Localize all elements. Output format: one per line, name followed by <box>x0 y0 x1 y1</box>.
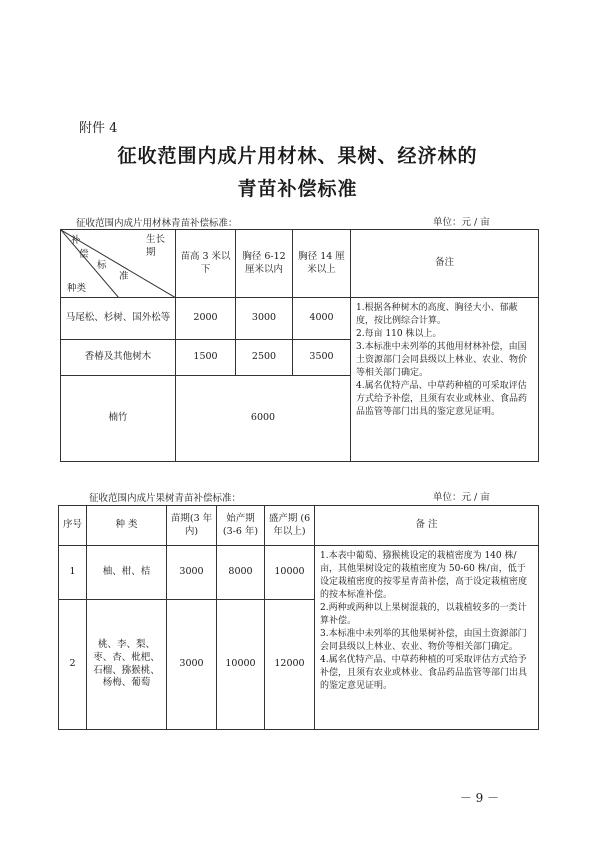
note-line: 2.两种或两种以上果树混栽的，以栽植较多的一类计算补偿。 <box>320 603 527 627</box>
header-cell: 胸径 6-12 厘米以内 <box>236 230 293 298</box>
value-cell: 3000 <box>236 298 293 340</box>
value-cell: 12000 <box>265 600 315 730</box>
table-row <box>59 546 539 600</box>
type-cell: 马尾松、杉树、国外松等 <box>61 298 176 340</box>
diag-label-char-3: 标 <box>97 260 107 271</box>
header-cell: 序号 <box>59 506 87 546</box>
merged-value-cell: 6000 <box>176 376 351 462</box>
page-title: 征收范围内成片用材林、果树、经济林的 <box>117 145 478 167</box>
fruit-tree-compensation-table <box>58 505 539 730</box>
table-row <box>61 298 539 340</box>
page-subtitle: 青苗补偿标准 <box>237 178 358 200</box>
note-line: 3.本标准中未列举的其他果树补偿，由国土资源部门会同县级以上林业、农业、物价等相关部门确定。 <box>320 629 527 653</box>
value-cell: 3000 <box>167 600 217 730</box>
table1-unit: 单位：元 / 亩 <box>433 217 490 228</box>
value-cell: 8000 <box>217 546 265 600</box>
note-line: 2.每亩 110 株以上。 <box>356 329 442 340</box>
header-cell: 种 类 <box>87 506 167 546</box>
row-number-cell: 2 <box>59 600 87 730</box>
type-cell: 香椿及其他树木 <box>61 340 176 376</box>
value-cell: 3000 <box>167 546 217 600</box>
type-cell: 柚、柑、桔 <box>87 546 167 600</box>
header-cell: 始产期 (3-6 年) <box>217 506 265 546</box>
value-cell: 1500 <box>176 340 236 376</box>
note-line: 4.属名优特产品、中草药种植的可采取评估方式给予补偿，且须有农业或林业、食品药品监管等部门出具的鉴定意见证明。 <box>356 381 528 418</box>
header-cell: 苗期(3 年内) <box>167 506 217 546</box>
header-cell: 盛产期 (6 年以上) <box>265 506 315 546</box>
note-line: 1.本表中葡萄、猕猴桃设定的栽植密度为 140 株/亩，其他果树设定的栽植密度为 50-60 株/亩，低于设定栽植密度的按零星青苗补偿，高于设定栽植密度的按本标准补偿。 <box>320 551 528 601</box>
value-cell: 4000 <box>293 298 351 340</box>
note-line: 4.属名优特产品、中草药种植的可采取评估方式给予补偿，且须有农业或林业、食品药品监管等部门出具的鉴定意见证明。 <box>320 655 528 692</box>
value-cell: 10000 <box>217 600 265 730</box>
type-cell: 桃、李、梨、枣、杏、枇杷、石榴、猕猴桃、杨梅、葡萄 <box>87 600 167 730</box>
value-cell: 2500 <box>236 340 293 376</box>
header-cell: 备注 <box>351 230 539 298</box>
timber-compensation-table <box>60 229 539 462</box>
notes-cell <box>315 546 539 730</box>
diag-label-char-4: 准 <box>119 271 129 282</box>
page-number-wrap <box>0 789 595 806</box>
diag-label-growth: 生长期 <box>146 234 166 258</box>
notes-cell <box>351 298 539 462</box>
page-number: － 9 － <box>459 791 500 805</box>
header-cell: 备 注 <box>315 506 539 546</box>
diagonal-header-cell <box>61 230 176 298</box>
table2-caption: 征收范围内成片果树青苗补偿标准： <box>89 493 242 504</box>
row-number-cell: 1 <box>59 546 87 600</box>
annex-label: 附件 4 <box>79 121 118 136</box>
table2-unit: 单位：元 / 亩 <box>433 492 490 503</box>
note-line: 1.根据各种树木的高度、胸径大小、郁蔽度，按比例综合计算。 <box>356 303 518 327</box>
diag-label-type: 种类 <box>67 283 87 294</box>
header-cell: 胸径 14 厘米以上 <box>293 230 351 298</box>
note-line: 3.本标准中未列举的其他用材林补偿，由国土资源部门会同县级以上林业、农业、物价等相关部门确定。 <box>356 342 528 379</box>
type-cell: 楠竹 <box>61 376 176 462</box>
header-cell: 苗高 3 米以下 <box>176 230 236 298</box>
diag-label-char-1: 补 <box>71 235 81 246</box>
diag-label-char-2: 偿 <box>79 249 89 260</box>
table1-caption: 征收范围内成片用材林青苗补偿标准： <box>76 218 238 229</box>
value-cell: 2000 <box>176 298 236 340</box>
value-cell: 10000 <box>265 546 315 600</box>
value-cell: 3500 <box>293 340 351 376</box>
